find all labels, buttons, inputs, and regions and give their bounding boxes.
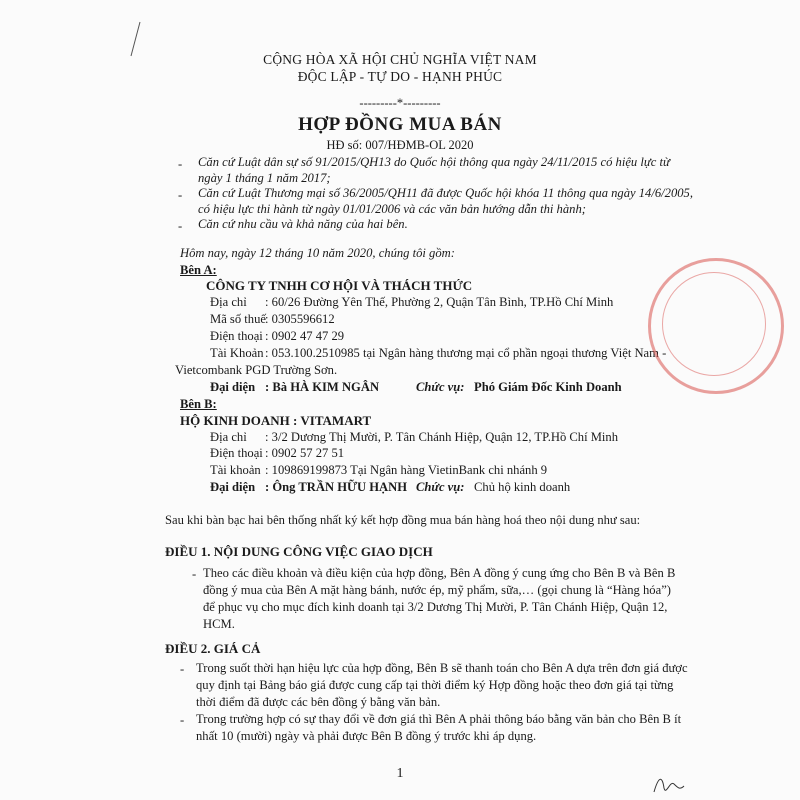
party-a-label: Bên A: [180,263,217,277]
header-divider: ---------*--------- [359,96,441,110]
article2-line: Trong suốt thời hạn hiệu lực của hợp đồng, Bên B sẽ thanh toán cho Bên A dựa trên đơn giá được [196,661,688,675]
bullet-dash: - [178,188,183,202]
party-a-account: : 053.100.2510985 tại Ngân hàng thương mại cổ phần ngoại thương Việt Nam - [265,346,667,360]
party-a-account-label: Tài Khoản [210,346,264,360]
article1-heading: ĐIỀU 1. NỘI DUNG CÔNG VIỆC GIAO DỊCH [165,544,433,559]
intro-text: Hôm nay, ngày 12 tháng 10 năm 2020, chúng tôi gồm: [180,246,455,260]
party-a-account-cont: Vietcombank PGD Trường Sơn. [175,363,338,377]
article2-line: nhất 10 (mười) ngày và phải được Bên B đồng ý trước khi áp dụng. [196,729,537,743]
contract-title: HỢP ĐỒNG MUA BÁN [298,114,502,135]
article1-line: HCM. [203,617,235,631]
party-a-tax: : 0305596612 [265,312,335,326]
national-motto: ĐỘC LẬP - TỰ DO - HẠNH PHÚC [297,69,503,84]
national-title: CỘNG HÒA XÃ HỘI CHỦ NGHĨA VIỆT NAM [263,52,537,67]
agreement-text: Sau khi bàn bạc hai bên thống nhất ký kết hợp đồng mua bán hàng hoá theo nội dung như sau: [165,513,641,527]
contract-number: HĐ số: 007/HĐMB-OL 2020 [326,138,474,152]
bullet-dash: - [178,219,183,233]
party-a-phone-label: Điện thoại [210,329,263,343]
bullet-dash: - [192,567,197,581]
party-a-rep-label: Đại diện [210,380,256,394]
signature-mark [650,770,690,798]
basis-line: Căn cứ Luật dân sự số 91/2015/QH13 do Quốc hội thông qua ngày 24/11/2015 có hiệu lực từ [198,155,670,169]
party-a-phone: : 0902 47 47 29 [265,329,345,343]
party-b-account: : 109869199873 Tại Ngân hàng VietinBank chi nhánh 9 [265,463,548,477]
article2-line: thời điểm đã được các bên đồng ý bằng văn bản. [196,695,441,709]
party-a-address: : 60/26 Đường Yên Thế, Phường 2, Quận Tân Bình, TP.Hồ Chí Minh [265,295,614,309]
party-a-rep: : Bà HÀ KIM NGÂN [265,380,380,394]
party-b-position: Chủ hộ kinh doanh [474,480,571,494]
party-b-phone: : 0902 57 27 51 [265,446,345,460]
party-b-rep-label: Đại diện [210,480,256,494]
basis-line: có hiệu lực thi hành từ ngày 01/01/2006 và các văn bản hướng dẫn thi hành; [198,202,586,216]
party-b-account-label: Tài khoản [210,463,261,477]
party-b-name: HỘ KINH DOANH : VITAMART [180,413,372,428]
bullet-dash: - [178,157,183,171]
party-b-label: Bên B: [180,397,217,411]
red-seal-inner-ring [662,272,766,376]
bullet-dash: - [180,713,185,727]
basis-line: ngày 1 tháng 1 năm 2017; [198,171,331,185]
party-b-rep: : Ông TRẦN HỮU HẠNH [265,480,408,494]
party-b-position-label: Chức vụ: [416,480,465,494]
party-b-address: : 3/2 Dương Thị Mười, P. Tân Chánh Hiệp, Quận 12, TP.Hồ Chí Minh [265,430,619,444]
party-a-name: CÔNG TY TNHH CƠ HỘI VÀ THÁCH THỨC [206,278,473,293]
article2-heading: ĐIỀU 2. GIÁ CẢ [165,641,261,656]
basis-line: Căn cứ nhu cầu và khả năng của hai bên. [198,217,408,231]
party-a-tax-label: Mã số thuế [210,312,266,326]
party-b-address-label: Địa chỉ [210,430,247,444]
party-b-phone-label: Điện thoại [210,446,263,460]
article1-line: đồng ý mua của Bên A mặt hàng bánh, nước ép, mỹ phẩm, sữa,… (gọi chung là “Hàng hóa”) [203,583,671,597]
party-a-position: Phó Giám Đốc Kinh Doanh [474,380,622,394]
basis-line: Căn cứ Luật Thương mại số 36/2005/QH11 đã được Quốc hội khóa 11 thông qua ngày 14/6/2005, [198,186,693,200]
article1-line: để phục vụ cho mục đích kinh doanh tại 3/2 Dương Thị Mười, P. Tân Chánh Hiệp, Quận 12, [203,600,668,614]
page-number: 1 [396,766,404,781]
party-a-position-label: Chức vụ: [416,380,465,394]
bullet-dash: - [180,662,185,676]
article2-line: Trong trường hợp có sự thay đổi về đơn giá thì Bên A phải thông báo bằng văn bản cho Bên B ít [196,712,682,726]
party-a-address-label: Địa chỉ [210,295,247,309]
article1-line: Theo các điều khoản và điều kiện của hợp đồng, Bên A đồng ý cung ứng cho Bên B và Bên B [203,566,676,580]
article2-line: quy định tại Bảng báo giá được cung cấp tại thời điểm ký Hợp đồng hoặc theo đơn giá tại từng [196,678,674,692]
